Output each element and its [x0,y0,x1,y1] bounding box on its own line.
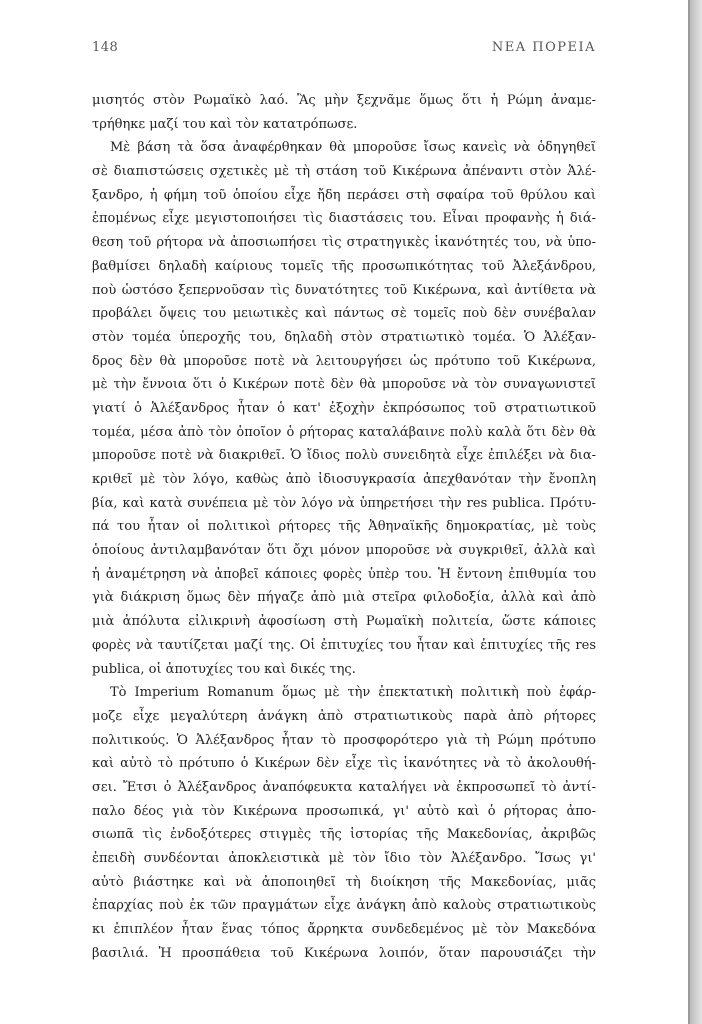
text-line: αὐτὸ βιάστηκε καὶ νὰ ἀποποιηθεῖ τὴ διοίκηση τῆς Μακεδονίας, μιᾶς [92,874,596,890]
paragraph [92,136,596,681]
page-edge-shadow [690,0,702,1024]
text-line: φορὲς νὰ ταυτίζεται μαζί της. Οἱ ἐπιτυχίες του ἦταν καὶ ἐπιτυχίες τῆς res [92,637,596,653]
body-text [92,89,596,965]
paragraph [92,89,596,136]
text-line: σιωπᾶ τὶς ἐνδοξότερες στιγμὲς τῆς ἱστορίας τῆς Μακεδονίας, ἀκριβῶς [92,827,596,843]
text-line: μὲ τὴν ἔννοια ὅτι ὁ Κικέρων ποτὲ δὲν θὰ μποροῦσε νὰ τὸν συναγωνιστεῖ [92,377,596,393]
text-line: μποροῦσε ποτὲ νὰ διακριθεῖ. Ὁ ἴδιος πολὺ συνειδητὰ εἶχε ἐπιλέξει νὰ δια- [92,448,596,464]
running-title: ΝΕΑ ΠΟΡΕΙΑ [491,40,596,55]
text-line: ποὺ ὡστόσο ξεπερνοῦσαν τὶς δυνατότητες τοῦ Κικέρωνα, καὶ ἀντίθετα νὰ [92,282,596,298]
text-line: βαθμίσει δηλαδὴ καίριους τομεῖς τῆς προσωπικότητας τοῦ Ἀλεξάνδρου, [92,258,596,274]
text-line: μισητός στὸν Ρωμαϊκὸ λαό. Ἂς μὴν ξεχνᾶμε ὅμως ὅτι ἡ Ρώμη ἀναμε- [92,93,596,108]
text-line: κι ἐπιπλέον ἦταν ἕνας τόπος ἄρρηκτα συνδεδεμένος μὲ τὸν Μακεδόνα [92,922,596,938]
paragraph [92,681,596,965]
text-line: πά του ἦταν οἱ πολιτικοὶ ρήτορες τῆς Ἀθηναϊκῆς δημοκρατίας, μὲ τοὺς [92,519,596,535]
text-line: ἐπειδὴ συνδέονται ἀποκλειστικὰ μὲ τὸν ἴδιο τὸν Ἀλέξανδρο. Ἴσως γι' [92,851,596,866]
page-number: 148 [92,40,119,55]
text-line: publica, οἱ ἀποτυχίες του καὶ δικές της. [92,661,356,677]
text-line: γιατί ὁ Ἀλέξανδρος ἦταν ὁ κατ' ἐξοχὴν ἐκπρόσωπος τοῦ στρατιωτικοῦ [92,400,596,416]
text-line: τομέα, μέσα ἀπὸ τὸν ὁποῖον ὁ ρήτορας καταλάβαινε πολὺ καλὰ ὅτι δὲν θὰ [92,424,596,440]
text-line: τρήθηκε μαζί του καὶ τὸν κατατρόπωσε. [92,116,358,132]
page-header [92,40,596,60]
text-line: Μὲ βάση τὰ ὅσα ἀναφέρθηκαν θὰ μποροῦσε ἴσως κανεὶς νὰ ὁδηγηθεῖ [110,140,596,156]
text-line: καὶ αὐτὸ τὸ πρότυπο ὁ Κικέρων δὲν εἶχε τὶς ἱκανότητες νὰ τὸ ἀκολουθή- [92,756,596,772]
text-line: μοζε εἶχε μεγαλύτερη ἀνάγκη ἀπὸ στρατιωτικοὺς παρὰ ἀπὸ ρήτορες [92,708,596,724]
text-line: μιὰ ἀπόλυτα εἰλικρινὴ ἀφοσίωση στὴ Ρωμαϊκὴ πολιτεία, ὥστε κάποιες [92,614,596,630]
text-line: παλο δέος γιὰ τὸν Κικέρωνα προσωπικά, γι' αὐτὸ καὶ ὁ ρήτορας ἀπο- [92,803,596,819]
text-line: προβάλει ὄψεις του μειωτικὲς καὶ πάντως σὲ τομεῖς ποὺ δὲν συνέβαλαν [92,306,596,322]
text-line: σει. Ἔτσι ὁ Ἀλέξανδρος ἀναπόφευκτα καταλήγει νὰ ἐκπροσωπεῖ τὸ ἀντί- [92,779,596,795]
text-line: Τὸ Imperium Romanum ὅμως μὲ τὴν ἐπεκτατικὴ πολιτικὴ ποὺ ἐφάρ- [110,685,596,701]
text-line: ἐπαρχίας ποὺ ἐκ τῶν πραγμάτων εἶχε ἀνάγκη ἀπὸ καλοὺς στρατιωτικοὺς [92,898,596,914]
text-line: κριθεῖ μὲ τὸν λόγο, καθὼς ἀπὸ ἰδιοσυγκρασία ἀπεχθανόταν τὴν ἔνοπλη [92,472,596,487]
text-line: ὁποίους ἀντιλαμβανόταν ὅτι ὄχι μόνον μποροῦσε νὰ συγκριθεῖ, ἀλλὰ καὶ [92,543,596,559]
text-line: στὸν τομέα ὑπεροχῆς του, δηλαδὴ στὸν στρατιωτικὸ τομέα. Ὁ Ἀλέξαν- [92,329,596,345]
text-line: βασιλιά. Ἡ προσπάθεια τοῦ Κικέρωνα λοιπόν, ὅταν παρουσιάζει τὴν [92,945,596,961]
text-line: ξανδρο, ἡ φήμη τοῦ ὁποίου εἶχε ἤδη περάσει στὴ σφαίρα τοῦ θρύλου καὶ [92,187,596,203]
text-line: βία, καὶ κατὰ συνέπεια μὲ τὸν λόγο νὰ ὑπηρετήσει τὴν res publica. Πρότυ- [92,495,596,511]
text-line: πολιτικούς. Ὁ Ἀλέξανδρος ἦταν τὸ προσφορότερο γιὰ τὴ Ρώμη πρότυπο [92,732,596,748]
text-line: ἡ ἀναμέτρηση νὰ ἀποβεῖ κάποιες φορὲς ὑπὲρ του. Ἡ ἔντονη ἐπιθυμία του [92,566,596,582]
text-line: γιὰ διάκριση ὅμως δὲν πήγαζε ἀπὸ μιὰ στεῖρα φιλοδοξία, ἀλλὰ καὶ ἀπὸ [92,590,596,606]
text-line: ἑπομένως εἶχε μεγιστοποιήσει τὶς διαστάσεις του. Εἶναι προφανὴς ἡ διά- [92,211,596,227]
text-line: δρος δὲν θὰ μποροῦσε ποτὲ νὰ λειτουργήσει ὡς πρότυπο τοῦ Κικέρωνα, [92,353,596,369]
text-line: θεση τοῦ ρήτορα νὰ ἀποσιωπήσει τὶς στρατηγικὲς ἱκανότητές του, νὰ ὑπο- [92,235,596,251]
text-line: σὲ διαπιστώσεις σχετικὲς μὲ τὴ στάση τοῦ Κικέρωνα ἀπέναντι στὸν Ἀλέ- [92,164,596,180]
